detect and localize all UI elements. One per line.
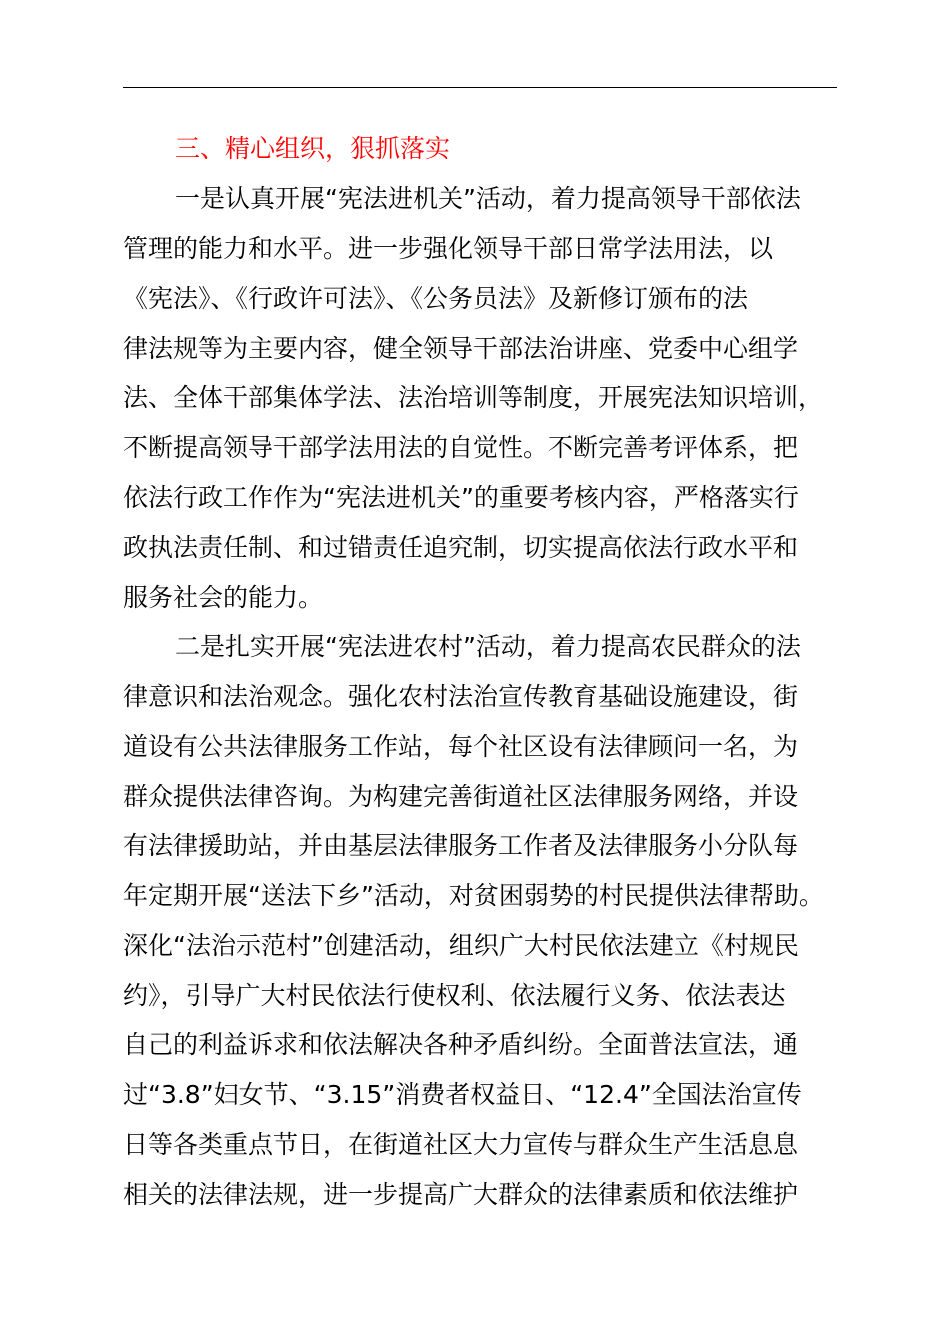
body-line: 政执法责任制、和过错责任追究制，切实提高依法行政水平和 [123,533,799,562]
body-line: 律意识和法治观念。强化农村法治宣传教育基础设施建设，街 [123,682,799,711]
body-line: 一是认真开展“宪法进机关”活动，着力提高领导干部依法 [175,184,801,213]
body-line: 过“3.8”妇女节、“3.15”消费者权益日、“12.4”全国法治宣传 [123,1080,802,1109]
body-line: 有法律援助站，并由基层法律服务工作者及法律服务小分队每 [123,831,799,860]
body-line: 《宪法》、《行政许可法》、《公务员法》及新修订颁布的法 [123,284,749,313]
body-line: 道设有公共法律服务工作站，每个社区设有法律顾问一名，为 [123,732,799,761]
body-line: 深化“法治示范村”创建活动，组织广大村民依法建立《村规民 [123,931,799,960]
body-line: 年定期开展“送法下乡”活动，对贫困弱势的村民提供法律帮助。 [123,881,824,910]
body-line: 不断提高领导干部学法用法的自觉性。不断完善考评体系，把 [123,433,799,462]
body-line: 日等各类重点节日，在街道社区大力宣传与群众生产生活息息 [123,1130,799,1159]
body-line: 群众提供法律咨询。为构建完善街道社区法律服务网络，并设 [123,782,799,811]
header-rule [123,87,837,88]
body-line: 约》，引导广大村民依法行使权利、依法履行义务、依法表达 [123,981,786,1010]
section-heading: 三、精心组织，狠抓落实 [175,134,451,163]
body-line: 相关的法律法规，进一步提高广大群众的法律素质和依法维护 [123,1180,799,1209]
body-line: 二是扎实开展“宪法进农村”活动，着力提高农民群众的法 [175,632,801,661]
body-line: 律法规等为主要内容，健全领导干部法治讲座、党委中心组学 [123,334,799,363]
body-line: 法、全体干部集体学法、法治培训等制度，开展宪法知识培训， [123,383,824,412]
body-line: 服务社会的能力。 [123,583,324,612]
body-line: 自己的利益诉求和依法解决各种矛盾纠纷。全面普法宣法，通 [123,1030,799,1059]
body-line: 管理的能力和水平。进一步强化领导干部日常学法用法，以 [123,234,774,263]
body-line: 依法行政工作作为“宪法进机关”的重要考核内容，严格落实行 [123,483,799,512]
